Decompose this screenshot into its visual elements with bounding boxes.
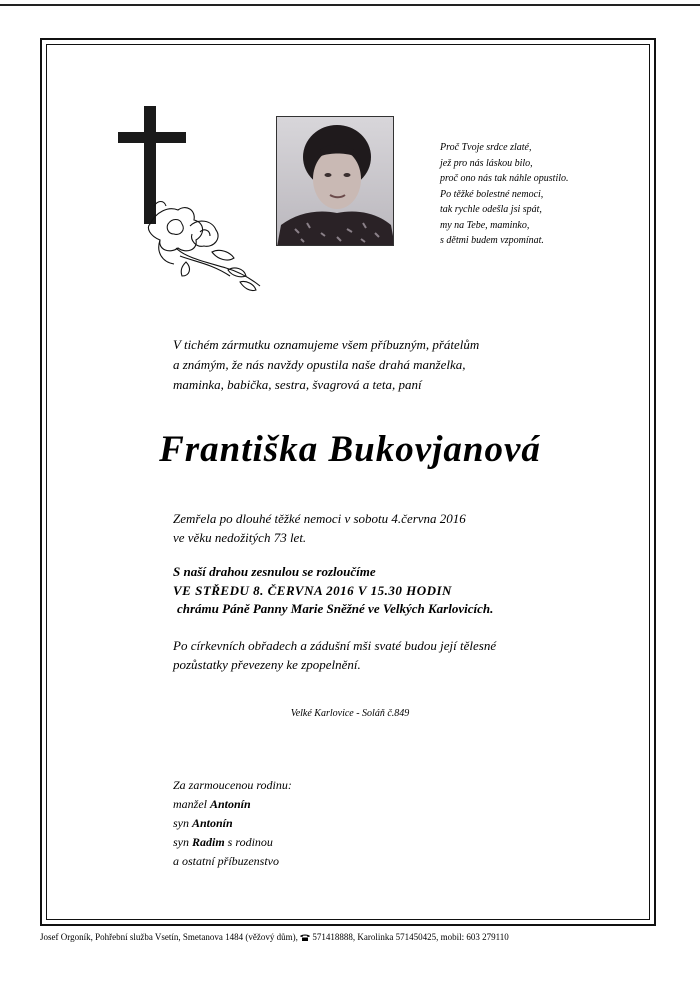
deceased-name: Františka Bukovjanová (159, 429, 541, 470)
address: Velké Karlovice - Soláň č.849 (290, 708, 410, 719)
farewell-church: chrámu Páně Panny Marie Sněžné ve Velkých Karlovicích. (177, 601, 494, 616)
telephone-icon (300, 934, 310, 941)
poem (440, 140, 640, 249)
family-signature (173, 776, 473, 871)
cross-icon (116, 106, 266, 296)
farewell-date: VE STŘEDU 8. ČERVNA 2016 V 15.30 HODIN (173, 582, 452, 598)
death-line: Zemřela po dlouhé těžké nemoci v sobotu 4.června 2016 (173, 511, 466, 526)
intro-line: V tichém zármutku oznamujeme všem příbuzným, přátelům (173, 337, 480, 352)
member-name: Antonín (210, 797, 251, 811)
farewell-details (173, 563, 603, 619)
intro-line: maminka, babička, sestra, švagrová a teta, paní (173, 377, 422, 392)
poem-line: Po těžké bolestné nemoci, (440, 188, 544, 200)
after-line: pozůstatky převezeny ke zpopelnění. (173, 657, 361, 672)
intro-line: a známým, že nás navždy opustila naše drahá manželka, (173, 357, 466, 372)
funeral-service-footer (40, 932, 680, 942)
member-name: Radim (192, 835, 225, 849)
poem-line: tak rychle odešla jsi spát, (440, 204, 542, 215)
family-member (173, 833, 473, 852)
rose-flowers-icon (148, 202, 260, 291)
death-details (173, 509, 593, 547)
member-relation: syn (173, 835, 192, 849)
top-rule (0, 4, 700, 6)
portrait-image (277, 117, 394, 246)
footer-text: 571418888, Karolinka 571450425, mobil: 603 279110 (310, 932, 509, 942)
family-heading: Za zarmoucenou rodinu: (173, 778, 292, 792)
footer-text: Josef Orgoník, Pohřební služba Vsetín, Smetanova 1484 (věžový dům), (40, 932, 301, 942)
death-line: ve věku nedožitých 73 let. (173, 530, 307, 545)
poem-line: proč ono nás tak náhle opustilo. (440, 173, 569, 184)
family-member (173, 814, 473, 833)
farewell-line: S naší drahou zesnulou se rozloučíme (173, 564, 376, 579)
member-name: Antonín (192, 816, 233, 830)
portrait-photo (276, 116, 394, 246)
member-relation: syn (173, 816, 192, 830)
poem-line: my na Tebe, maminko, (440, 219, 530, 231)
after-line: Po církevních obřadech a zádušní mši svaté budou její tělesné (173, 638, 497, 653)
member-relation: manžel (173, 797, 210, 811)
family-member (173, 795, 473, 814)
family-others: a ostatní příbuzenstvo (173, 854, 280, 868)
poem-line: Proč Tvoje srdce zlaté, (440, 142, 532, 153)
poem-line: s dětmi budem vzpomínat. (440, 235, 544, 246)
member-suffix: s rodinou (224, 835, 273, 849)
poem-line: jež pro nás láskou bilo, (440, 157, 533, 169)
after-ceremony (173, 636, 593, 674)
announcement-intro (173, 335, 593, 395)
